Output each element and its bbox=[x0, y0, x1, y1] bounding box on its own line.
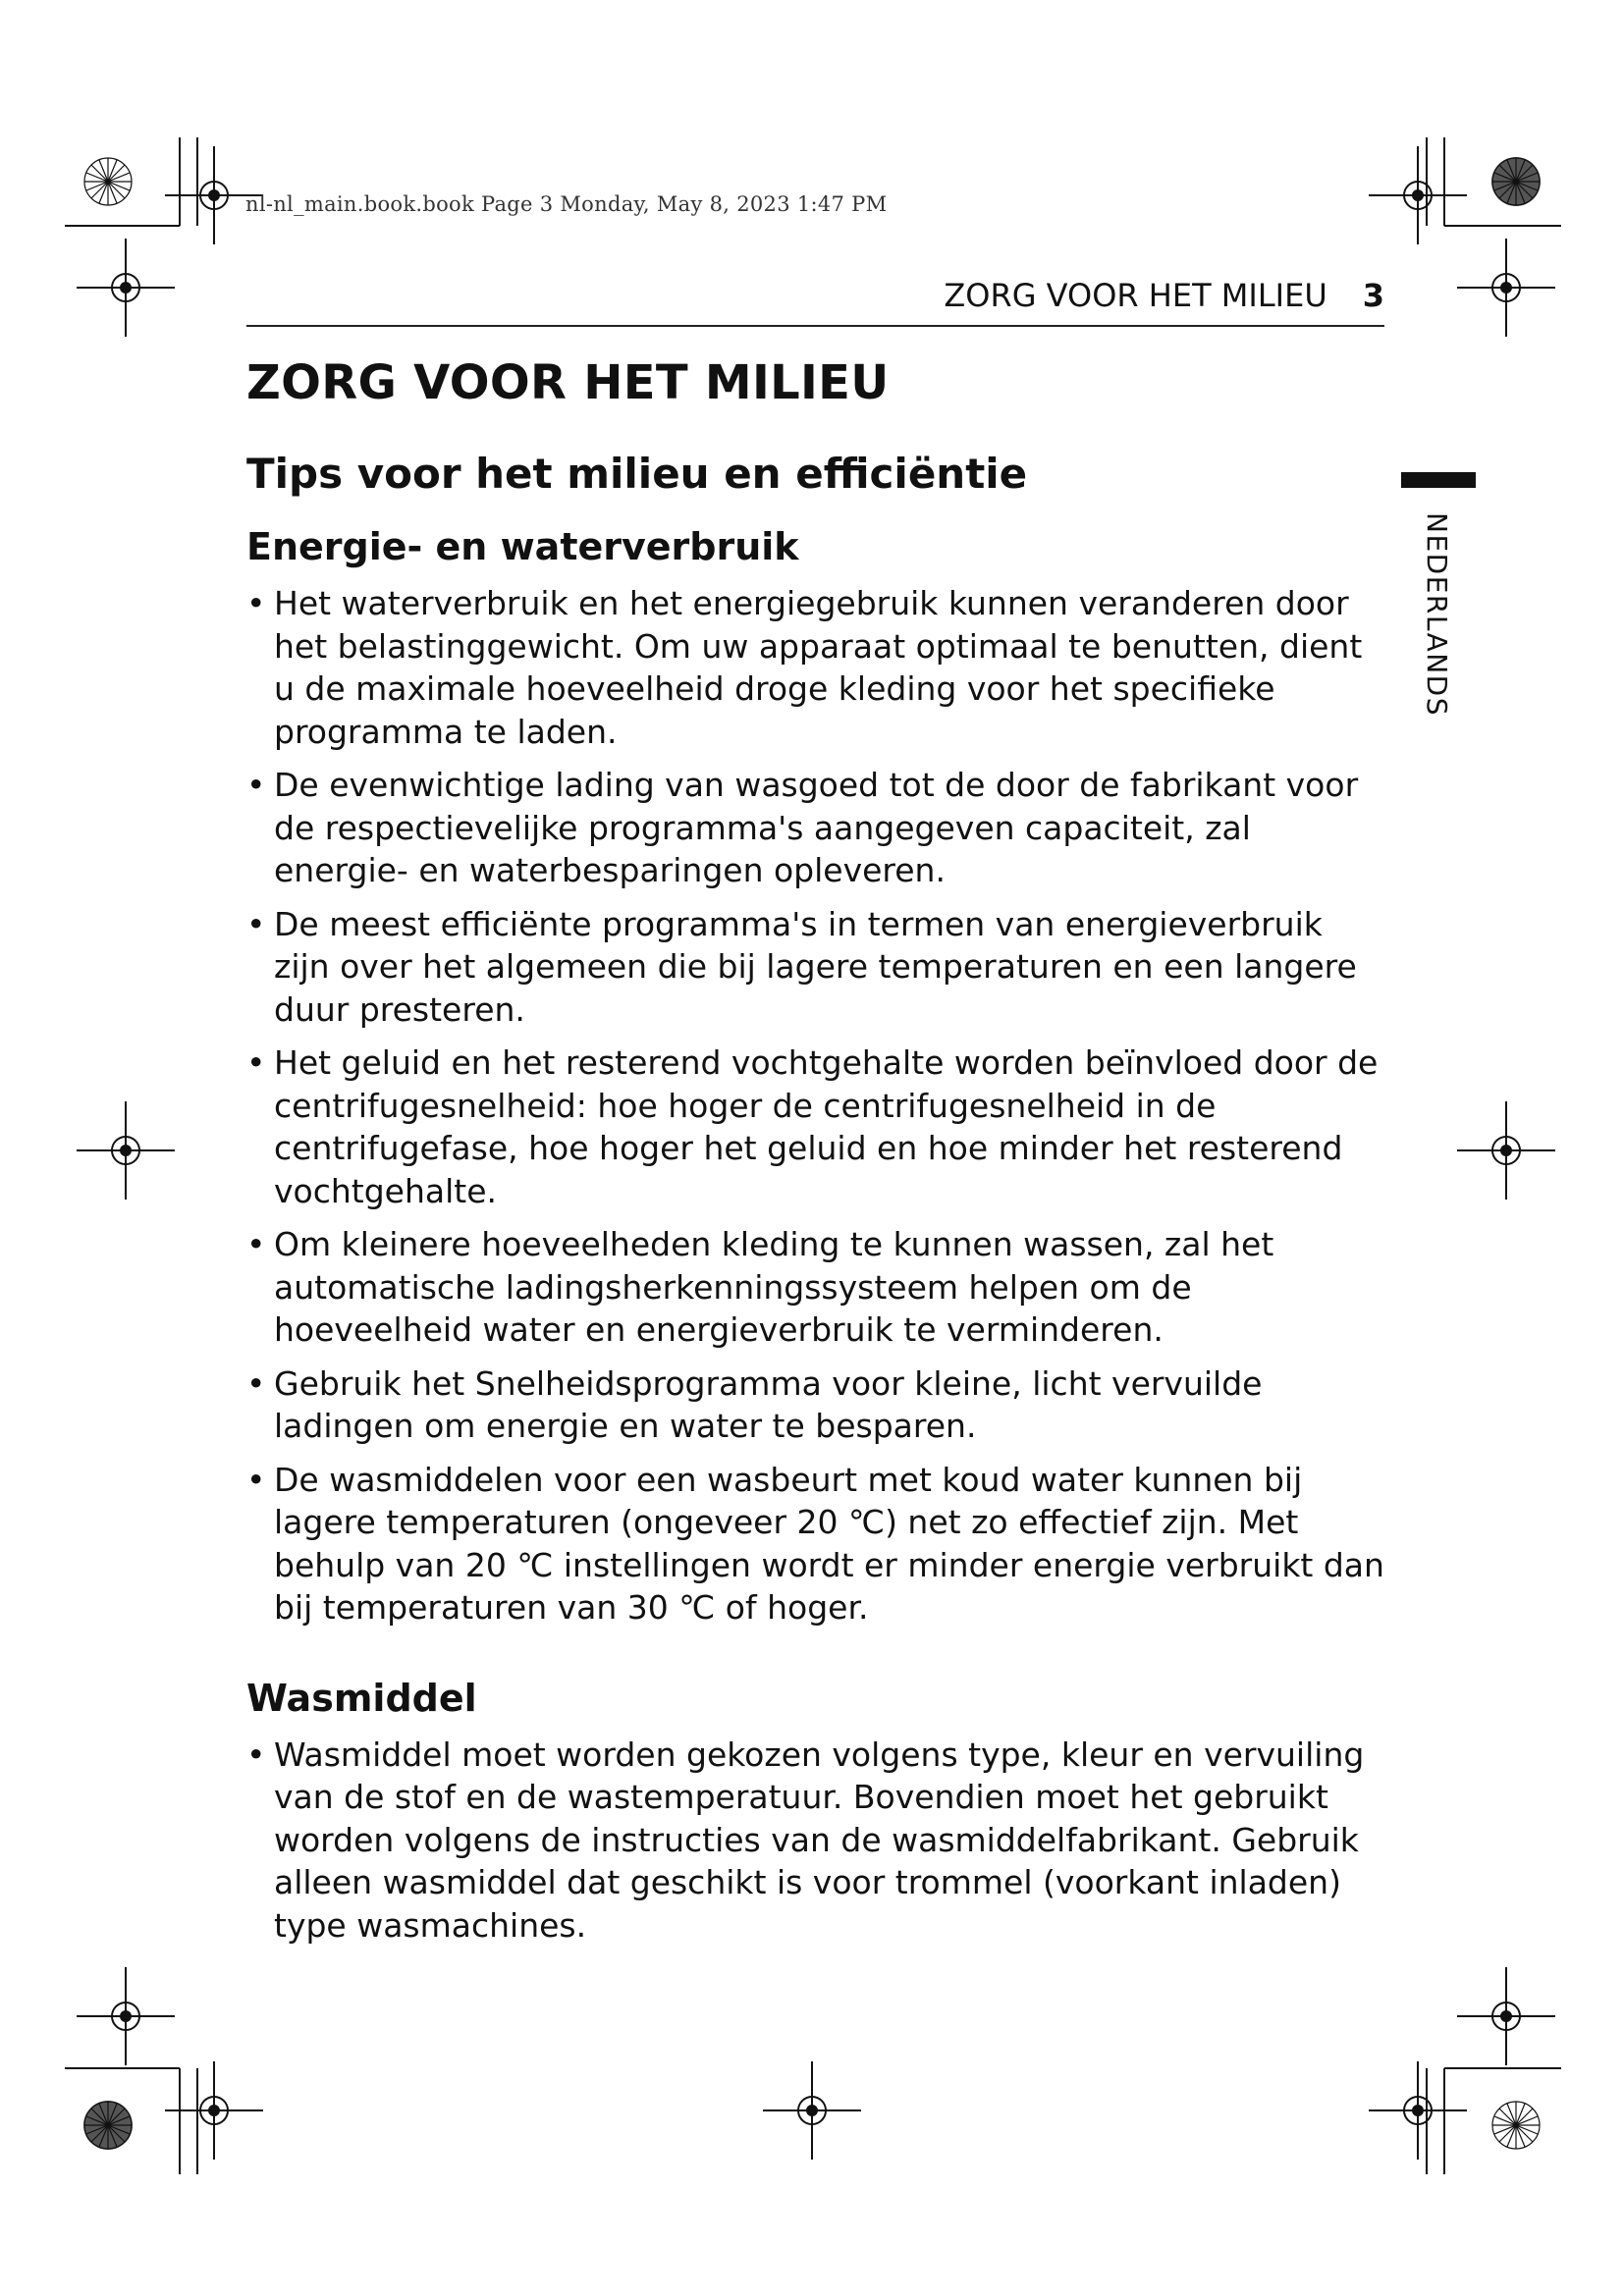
language-tab-marker bbox=[1401, 472, 1476, 488]
language-tab-label: NEDERLANDS bbox=[1421, 512, 1453, 718]
list-item: • De evenwichtige lading van wasgoed tot de door de fabrikant voor de respectievelijke programma's aangegeven capaciteit, zal energie- en waterbesparingen opleveren. bbox=[246, 764, 1385, 892]
header-rule bbox=[246, 325, 1384, 327]
energy-water-list bbox=[246, 582, 1385, 1629]
running-header bbox=[944, 277, 1384, 314]
list-item: • Het waterverbruik en het energiegebruik kunnen veranderen door het belastinggewicht. Om uw apparaat optimaal te benutten, dient u de maximale hoeveelheid droge kleding voor het specifieke programma te laden. bbox=[246, 582, 1385, 753]
page-content bbox=[246, 355, 1385, 1957]
section-subtitle: Tips voor het milieu en efficiëntie bbox=[246, 450, 1028, 498]
list-item: • Het geluid en het resterend vochtgehalte worden beïnvloed door de centrifugesnelheid: hoe hoger de centrifugesnelheid in de centrifugefase, hoe hoger het geluid en hoe minder het resterend vochtgehalte. bbox=[246, 1041, 1385, 1212]
heading-energy-water: Energie- en waterverbruik bbox=[246, 525, 799, 568]
list-item: • Wasmiddel moet worden gekozen volgens type, kleur en vervuiling van de stof en de wastemperatuur. Bovendien moet het gebruikt worden volgens de instructies van de wasmiddelfabrikant. Gebruik alleen wasmiddel dat geschikt is voor trommel (voorkant inladen) type wasmachines. bbox=[246, 1734, 1385, 1948]
print-slug-line: nl-nl_main.book.book Page 3 Monday, May 8, 2023 1:47 PM bbox=[245, 192, 888, 216]
page-title: ZORG VOOR HET MILIEU bbox=[246, 355, 890, 410]
list-item: • De meest efficiënte programma's in termen van energieverbruik zijn over het algemeen die bij lagere temperaturen en een langere duur presteren. bbox=[246, 903, 1385, 1032]
page-number: 3 bbox=[1362, 277, 1384, 314]
heading-detergent: Wasmiddel bbox=[246, 1676, 477, 1720]
detergent-list bbox=[246, 1734, 1385, 1948]
list-item: • De wasmiddelen voor een wasbeurt met koud water kunnen bij lagere temperaturen (ongeveer 20 ℃) net zo effectief zijn. Met behulp van 20 ℃ instellingen wordt er minder energie verbruikt dan bij temperaturen van 30 ℃ of hoger. bbox=[246, 1459, 1385, 1629]
list-item: • Gebruik het Snelheidsprogramma voor kleine, licht vervuilde ladingen om energie en water te besparen. bbox=[246, 1362, 1385, 1448]
list-item: • Om kleinere hoeveelheden kleding te kunnen wassen, zal het automatische ladingsherkenningssysteem helpen om de hoeveelheid water en energieverbruik te verminderen. bbox=[246, 1223, 1385, 1352]
header-section-title: ZORG VOOR HET MILIEU bbox=[944, 277, 1327, 314]
